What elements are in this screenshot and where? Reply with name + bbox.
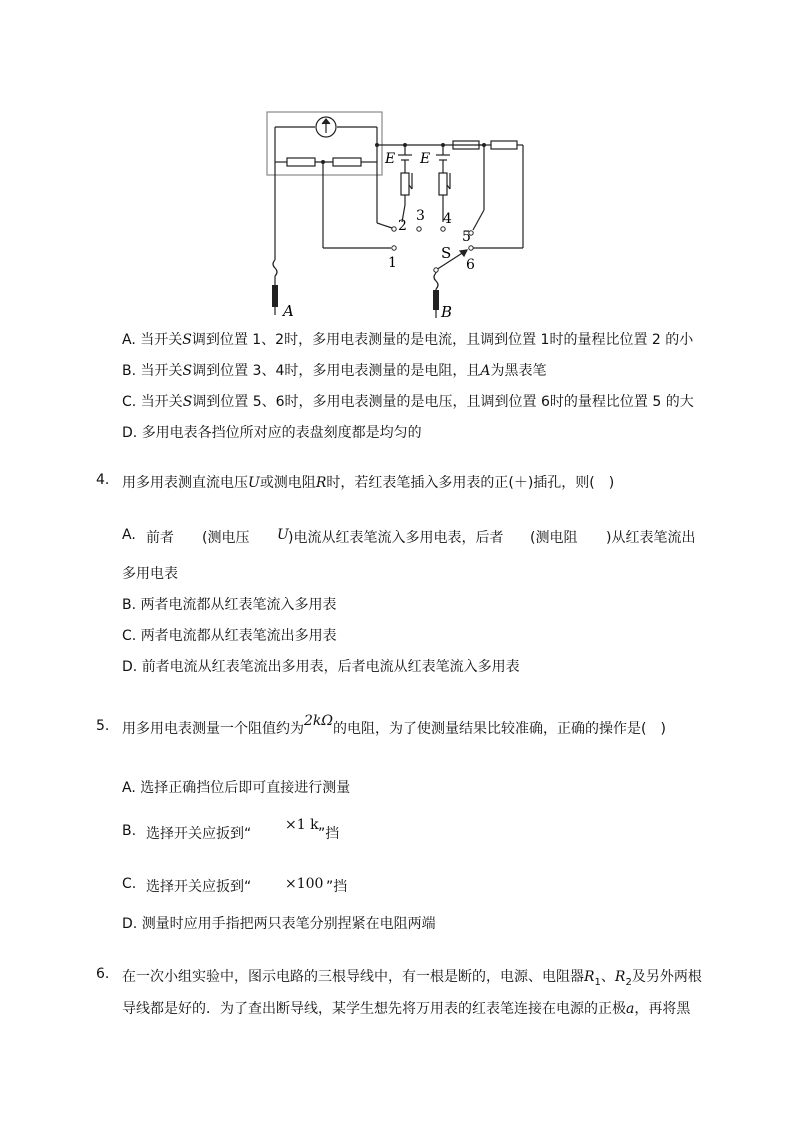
stem-text: 用多用电表测量一个阻值约为: [122, 721, 304, 737]
option-text: 前者电流从红表笔流出多用表，后者电流从红表笔流入多用表: [141, 659, 520, 675]
q6-number: 6.: [96, 966, 110, 982]
q6-line-2: [122, 998, 690, 1018]
option-letter: C.: [122, 628, 137, 644]
stem-text: 或测电阻: [259, 475, 316, 491]
label-switch-s: S: [441, 244, 452, 262]
q3-option-b: [122, 360, 547, 380]
var-s: S: [182, 363, 193, 379]
resistor-r1: [287, 158, 315, 166]
label-e1: E: [385, 151, 396, 167]
stem-text: 导线都是好的．为了查出断导线，某学生想先将万用表的红表笔连接在电源的正极: [122, 1001, 626, 1017]
math-2kohm: 2kΩ: [304, 713, 333, 729]
q6-line-1: [122, 966, 702, 988]
q4-option-a-p3: )电流从红表笔流入多用电表，后者: [288, 530, 504, 546]
stem-text: ，再将黑: [634, 1001, 691, 1017]
rheostat-2: [439, 173, 447, 195]
var-r2: R: [614, 969, 626, 985]
probe-a: [272, 285, 278, 307]
var-r: R: [315, 475, 327, 491]
label-contact-6: 6: [466, 257, 475, 273]
option-text: 为黑表笔: [490, 363, 547, 379]
stem-text: 时，若红表笔插入多用表的正(＋)插孔，则( ): [326, 475, 615, 491]
q4-option-c: [122, 625, 337, 645]
probe-b: [433, 290, 439, 310]
q5-option-b-letter: B.: [122, 823, 137, 839]
var-u: U: [248, 475, 260, 491]
stem-text: 用多用表测直流电压: [122, 475, 248, 491]
var-s: S: [182, 394, 193, 410]
multimeter-circuit-diagram: [255, 105, 545, 320]
subscript: 1: [594, 976, 601, 988]
label-probe-b: B: [441, 303, 453, 320]
q4-option-a-p5: )从红表笔流出: [606, 530, 696, 546]
q5-option-b-pre: 选择开关应扳到“: [146, 826, 252, 842]
q4-option-a-p2: (测电压: [202, 530, 250, 546]
q3-option-a: [122, 329, 693, 349]
option-text: 当开关: [140, 394, 183, 410]
option-text: 选择正确挡位后即可直接进行测量: [140, 780, 351, 796]
stem-text: 在一次小组实验中，图示电路的三根导线中，有一根是断的，电源、电阻器: [122, 969, 584, 985]
option-letter: A.: [122, 780, 136, 796]
label-contact-5: 5: [462, 229, 471, 245]
q5-option-c-math: ×100: [285, 876, 324, 892]
option-text: 调到位置 1、2时，多用电表测量的是电流，且调到位置 1时的量程比位置 2 的小: [191, 332, 694, 348]
var-s: S: [182, 332, 192, 348]
rheostat-1: [401, 173, 409, 195]
option-text: 调到位置 3、4时，多用电表测量的是电阻，且: [192, 363, 481, 379]
q5-option-b-post: ”挡: [318, 826, 340, 842]
label-e2: E: [420, 151, 431, 167]
stem-text: 及另外两根: [631, 969, 702, 985]
q4-option-b: [122, 594, 337, 614]
stem-text: 、: [600, 969, 615, 985]
option-text: 两者电流都从红表笔流入多用表: [140, 597, 337, 613]
var-r1: R: [584, 969, 595, 985]
label-probe-a: A: [283, 302, 294, 320]
q3-option-d: [122, 422, 422, 442]
label-contact-1: 1: [388, 255, 397, 271]
option-text: 多用电表各挡位所对应的表盘刻度都是均匀的: [141, 425, 422, 441]
q4-option-a-p4: (测电阻: [530, 530, 578, 546]
label-contact-3: 3: [416, 208, 425, 224]
q5-option-c-pre: 选择开关应扳到“: [146, 879, 252, 895]
q4-stem: [122, 472, 614, 492]
option-letter: C.: [122, 394, 137, 410]
q5-option-a: [122, 777, 350, 797]
q4-option-a-var-u: U: [277, 527, 289, 543]
q4-option-a-line2: 多用电表: [122, 566, 178, 582]
label-contact-2: 2: [398, 218, 407, 234]
option-text: 测量时应用手指把两只表笔分别捏紧在电阻两端: [141, 916, 436, 932]
option-text: 当开关: [140, 332, 183, 348]
q4-option-a-p1: 前者: [146, 530, 174, 546]
q5-option-d: [122, 913, 436, 933]
q5-stem: [122, 713, 666, 738]
option-letter: D.: [122, 916, 138, 932]
resistor-r2: [333, 158, 361, 166]
q5-number: 5.: [96, 718, 110, 734]
q4-option-d: [122, 656, 520, 676]
option-letter: B.: [122, 363, 137, 379]
option-text: 当开关: [140, 363, 183, 379]
option-letter: A.: [122, 332, 136, 348]
option-letter: B.: [122, 597, 137, 613]
var-a: A: [480, 363, 491, 379]
label-contact-4: 4: [443, 211, 452, 227]
option-letter: D.: [122, 425, 138, 441]
stem-text: 的电阻，为了使测量结果比较准确，正确的操作是( ): [333, 721, 666, 737]
q4-option-a-letter: A.: [122, 527, 136, 543]
option-text: 调到位置 5、6时，多用电表测量的是电压，且调到位置 6时的量程比位置 5 的大: [192, 394, 694, 410]
q5-option-c-post: ”挡: [326, 879, 348, 895]
q5-option-b-math: ×1 k: [285, 817, 319, 833]
q3-option-c: [122, 391, 694, 411]
q5-option-c-letter: C.: [122, 876, 137, 892]
var-a: a: [626, 1001, 635, 1017]
q4-number: 4.: [96, 472, 110, 488]
option-text: 两者电流都从红表笔流出多用表: [140, 628, 337, 644]
resistor-r4: [491, 141, 517, 149]
subscript: 2: [625, 976, 632, 988]
option-letter: D.: [122, 659, 138, 675]
